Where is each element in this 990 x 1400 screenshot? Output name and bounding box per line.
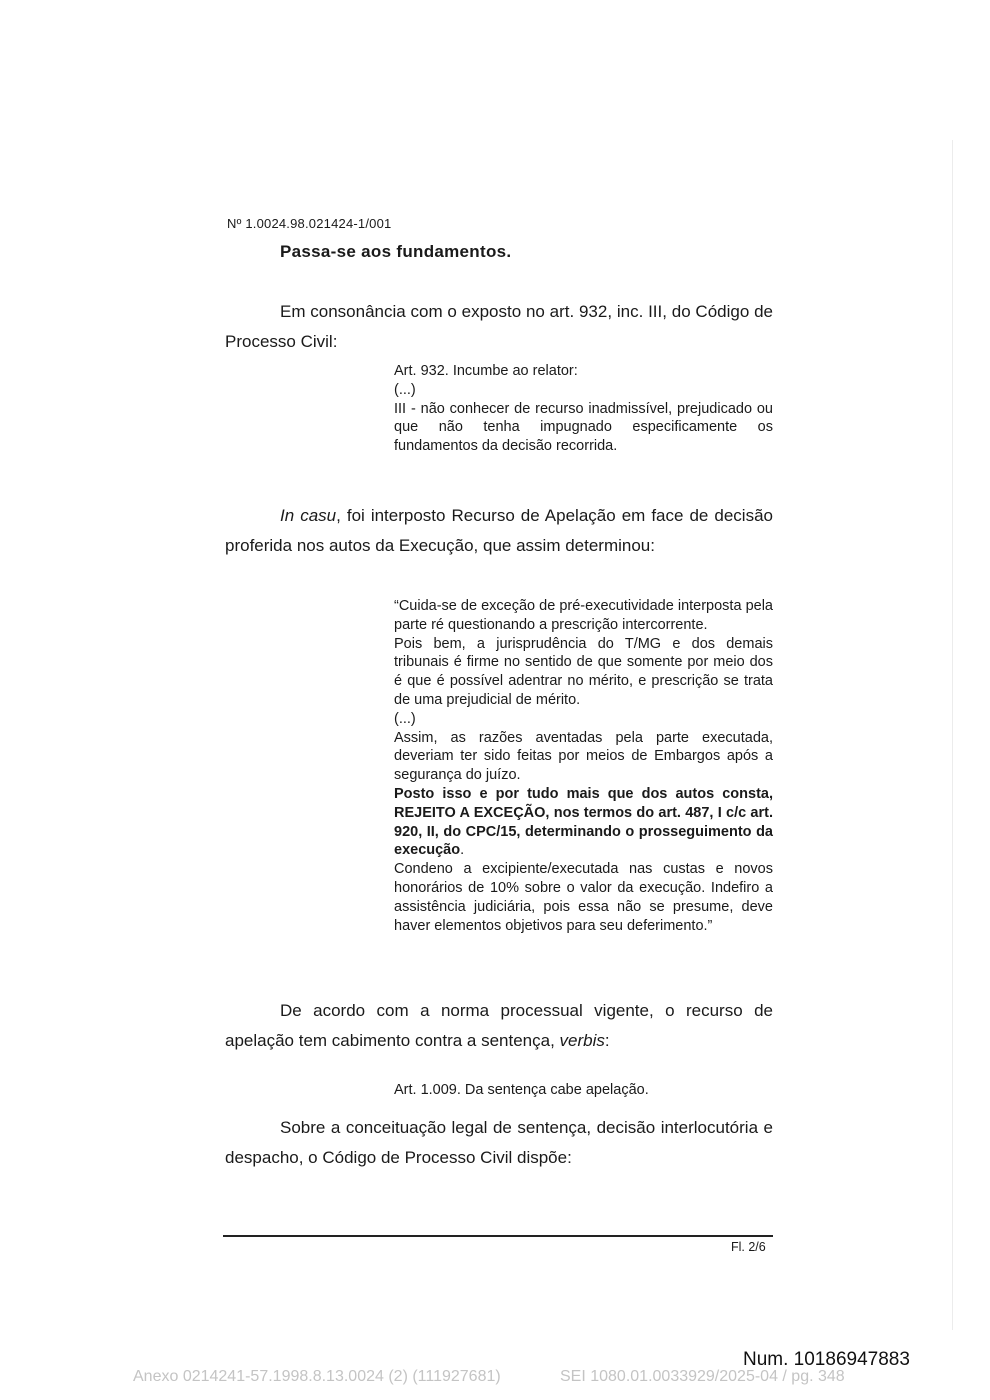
quote-decision-p4-bold: Posto isso e por tudo mais que dos autos consta, REJEITO A EXCEÇÃO, nos termos do art. 487, I c/c art. 920, II, do CPC/15, determinando o prosseguimento da execução [394,785,773,859]
paragraph-4 [225,1113,773,1173]
paragraph-4-text: Sobre a conceituação legal de sentença, decisão interlocutória e despacho, o Código de Processo Civil dispõe: [225,1118,773,1167]
quote-decision-p3: Assim, as razões aventadas pela parte executada, deveriam ter sido feitas por meios de Embargos após a segurança do juízo. [394,729,773,784]
paragraph-2-text: , foi interposto Recurso de Apelação em face de decisão proferida nos autos da Execução, que assim determinou: [225,506,773,555]
quote-decision-p5: Condeno a excipiente/executada nas custas e novos honorários de 10% sobre o valor da execução. Indefiro a assistência judiciária, pois essa não se presume, deve haver elementos objetivos para seu deferimento.” [394,861,773,934]
process-number: Nº 1.0024.98.021424-1/001 [227,216,392,231]
annex-watermark: Anexo 0214241-57.1998.8.13.0024 (2) (111927681) [133,1368,501,1385]
section-heading: Passa-se aos fundamentos. [280,242,512,261]
quote-decision-p2: Pois bem, a jurisprudência do T/MG e dos demais tribunais é firme no sentido de que somente por meio dos é que é possível adentrar no mérito, e prescrição se trata de uma prejudicial de mérito. [394,635,773,708]
quote-art-1009: Art. 1.009. Da sentença cabe apelação. [394,1082,649,1098]
quote-art-932-title: Art. 932. Incumbe ao relator: [394,363,578,379]
paragraph-3-end: : [604,1031,610,1050]
paragraph-1 [225,297,773,357]
paragraph-3-italic: verbis [559,1031,605,1050]
paragraph-1-text: Em consonância com o exposto no art. 932, inc. III, do Código de Processo Civil: [225,302,773,351]
page-number: Fl. 2/6 [731,1240,766,1254]
document-num: Num. 10186947883 [743,1349,910,1370]
quote-decision-p4-end: . [460,842,465,859]
footer-rule [223,1235,773,1237]
paragraph-3 [225,996,773,1056]
paragraph-3-text: De acordo com a norma processual vigente, o recurso de apelação tem cabimento contra a sentença, [225,1001,773,1050]
scan-edge-line [952,140,953,1330]
paragraph-2 [225,501,773,561]
quote-decision-ellipsis: (...) [394,710,416,727]
paragraph-2-lead: In casu [280,506,337,525]
quote-art-932 [394,362,773,456]
quote-art-932-text: III - não conhecer de recurso inadmissível, prejudicado ou que não tenha impugnado especificamente os fundamentos da decisão recorrida. [394,400,773,455]
sei-watermark: SEI 1080.01.0033929/2025-04 / pg. 348 [560,1368,845,1385]
quote-decision-p4 [394,785,773,860]
quote-decision [394,597,773,935]
quote-art-932-ellipsis: (...) [394,381,416,398]
quote-decision-p1: “Cuida-se de exceção de pré-executividade interposta pela parte ré questionando a prescrição intercorrente. [394,598,773,633]
